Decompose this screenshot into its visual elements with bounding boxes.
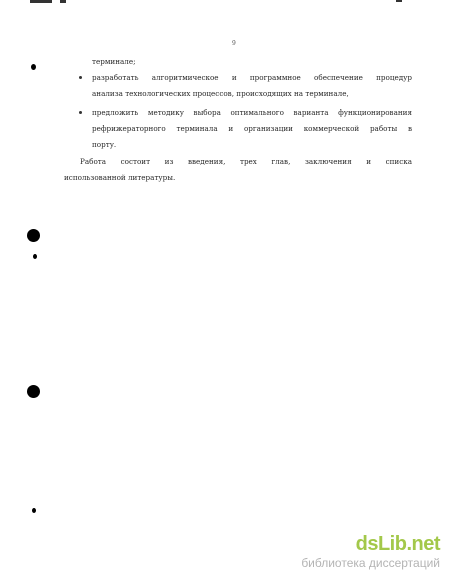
margin-mark	[32, 508, 36, 513]
page-number: 9	[232, 40, 236, 47]
scan-artifact-mark	[30, 0, 52, 3]
bullet-icon	[79, 111, 82, 114]
margin-mark	[33, 254, 37, 259]
margin-mark	[31, 64, 36, 70]
bullet-item-text: анализа технологических процессов, происходящих на терминале,	[92, 89, 349, 98]
scan-artifact-mark	[396, 0, 402, 2]
text-line: терминале;	[92, 57, 136, 66]
watermark	[270, 533, 440, 570]
punch-hole-mark	[27, 385, 40, 398]
punch-hole-mark	[27, 229, 40, 242]
bullet-item-text: предложить методику выбора оптимального варианта функционирования	[92, 108, 412, 117]
paragraph-text: Работа состоит из введения, трех глав, заключения и списка	[80, 157, 412, 166]
scan-artifact-mark	[60, 0, 66, 3]
bullet-item-text: разработать алгоритмическое и программное обеспечение процедур	[92, 73, 412, 82]
bullet-icon	[79, 76, 82, 79]
paragraph-text: использованной литературы.	[64, 173, 176, 182]
bullet-item-text: рефрижераторного терминала и организации коммерческой работы в	[92, 124, 412, 133]
watermark-subtitle: библиотека диссертаций	[301, 556, 440, 570]
bullet-item-text: порту.	[92, 140, 117, 149]
watermark-logo: dsLib.net	[355, 533, 440, 555]
